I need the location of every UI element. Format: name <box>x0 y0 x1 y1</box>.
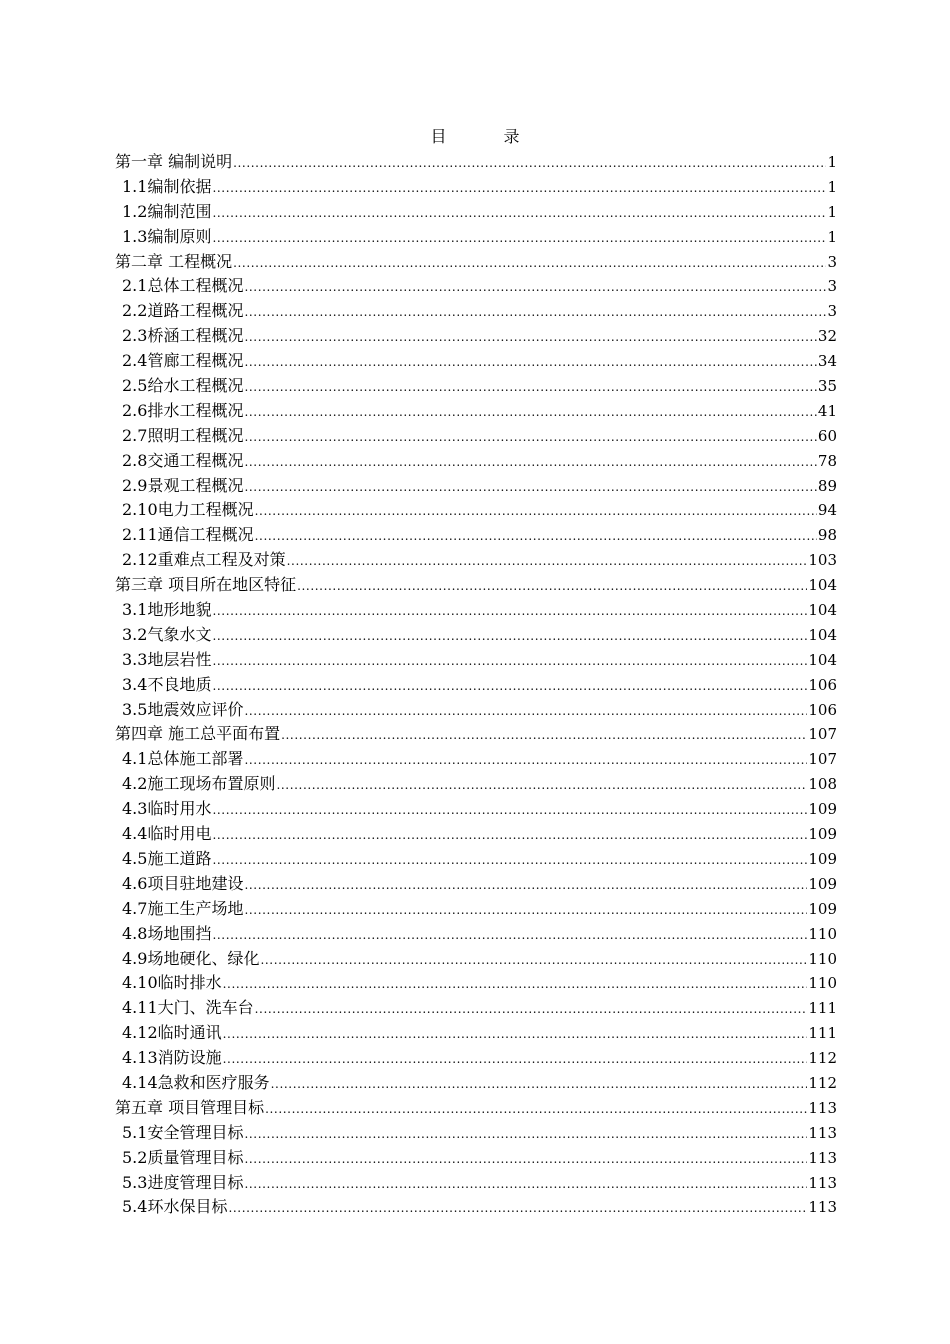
toc-section-row[interactable] <box>115 374 837 399</box>
toc-dot-leader <box>244 350 816 375</box>
toc-dot-leader <box>212 649 807 674</box>
toc-dot-leader <box>244 325 816 350</box>
toc-page-number: 112 <box>808 1049 837 1068</box>
toc-dot-leader <box>244 699 807 724</box>
toc-dot-leader <box>212 624 807 649</box>
toc-dot-leader <box>255 997 808 1022</box>
toc-section-row[interactable] <box>115 1071 837 1096</box>
toc-dot-leader <box>281 723 807 748</box>
toc-dot-leader <box>223 1047 808 1072</box>
toc-dot-leader <box>244 375 816 400</box>
toc-page-number: 78 <box>817 451 837 470</box>
toc-section-row[interactable] <box>115 623 837 648</box>
toc-entry-label: 4.3临时用水 <box>122 799 212 819</box>
toc-dot-leader <box>271 1072 808 1097</box>
toc-dot-leader <box>244 300 826 325</box>
toc-section-row[interactable] <box>115 996 837 1021</box>
toc-entry-label: 第二章 工程概况 <box>115 251 233 271</box>
toc-section-row[interactable] <box>115 1021 837 1046</box>
toc-section-row[interactable] <box>115 698 837 723</box>
toc-page-number: 110 <box>808 974 837 993</box>
toc-section-row[interactable] <box>115 1121 837 1146</box>
toc-entry-label: 2.8交通工程概况 <box>122 450 244 470</box>
toc-entry-label: 2.3桥涵工程概况 <box>122 326 244 346</box>
toc-section-row[interactable] <box>115 648 837 673</box>
toc-dot-leader <box>223 1022 808 1047</box>
toc-page-number: 113 <box>808 1148 837 1167</box>
toc-dot-leader <box>287 549 808 574</box>
toc-page-number: 109 <box>808 800 837 819</box>
toc-entry-label: 4.4临时用电 <box>122 824 212 844</box>
toc-entry-label: 第五章 项目管理目标 <box>115 1097 265 1117</box>
toc-page-number: 1 <box>827 153 837 171</box>
toc-section-row[interactable] <box>115 399 837 424</box>
toc-section-row[interactable] <box>115 474 837 499</box>
toc-dot-leader <box>244 400 816 425</box>
toc-dot-leader <box>276 773 807 798</box>
toc-dot-leader <box>212 674 807 699</box>
toc-dot-leader <box>255 499 817 524</box>
toc-page-number: 98 <box>817 526 837 545</box>
toc-title: 目 录 <box>430 127 546 146</box>
toc-section-row[interactable] <box>115 673 837 698</box>
toc-dot-leader <box>223 972 808 997</box>
toc-entry-label: 1.2编制范围 <box>122 201 212 221</box>
toc-section-row[interactable] <box>115 1195 837 1220</box>
toc-dot-leader <box>244 275 826 300</box>
toc-dot-leader <box>212 798 807 823</box>
toc-entry-label: 5.4环水保目标 <box>122 1197 228 1217</box>
toc-entry-label: 5.2质量管理目标 <box>122 1147 244 1167</box>
toc-page-number: 106 <box>808 675 837 694</box>
toc-section-row[interactable] <box>115 498 837 523</box>
toc-entry-label: 3.5地震效应评价 <box>122 699 244 719</box>
toc-page-number: 109 <box>808 874 837 893</box>
toc-dot-leader <box>212 226 826 251</box>
toc-section-row[interactable] <box>115 947 837 972</box>
toc-chapter-row[interactable] <box>115 250 837 275</box>
toc-page-number: 110 <box>808 924 837 943</box>
toc-section-row[interactable] <box>115 324 837 349</box>
toc-section-row[interactable] <box>115 847 837 872</box>
toc-dot-leader <box>244 1172 807 1197</box>
toc-dot-leader <box>212 923 807 948</box>
toc-section-row[interactable] <box>115 349 837 374</box>
toc-page-number: 1 <box>827 227 837 246</box>
toc-page-number: 113 <box>808 1123 837 1142</box>
toc-section-row[interactable] <box>115 274 837 299</box>
toc-section-row[interactable] <box>115 772 837 797</box>
toc-page-number: 3 <box>827 277 837 296</box>
toc-page-number: 34 <box>817 352 837 371</box>
toc-entry-label: 第四章 施工总平面布置 <box>115 724 281 744</box>
toc-chapter-row[interactable] <box>115 573 837 598</box>
toc-page-number: 111 <box>808 1024 837 1043</box>
toc-section-row[interactable] <box>115 897 837 922</box>
toc-dot-leader <box>228 1196 807 1221</box>
toc-section-row[interactable] <box>115 872 837 897</box>
toc-entry-label: 4.10临时排水 <box>122 973 222 993</box>
toc-dot-leader <box>244 425 816 450</box>
toc-entry-label: 4.9场地硬化、绿化 <box>122 948 260 968</box>
toc-page-number: 1 <box>827 177 837 196</box>
toc-entry-label: 第三章 项目所在地区特征 <box>115 575 297 595</box>
toc-dot-leader <box>244 748 807 773</box>
toc-entry-label: 2.6排水工程概况 <box>122 400 244 420</box>
toc-entry-label: 4.2施工现场布置原则 <box>122 774 276 794</box>
toc-entry-label: 5.1安全管理目标 <box>122 1122 244 1142</box>
toc-entry-label: 2.10电力工程概况 <box>122 500 254 520</box>
toc-entry-label: 4.6项目驻地建设 <box>122 873 244 893</box>
toc-entry-label: 3.4不良地质 <box>122 674 212 694</box>
toc-entry-label: 4.14急救和医疗服务 <box>122 1072 270 1092</box>
toc-entry-label: 1.1编制依据 <box>122 176 212 196</box>
toc-page-number: 60 <box>817 426 837 445</box>
toc-chapter-row[interactable] <box>115 1096 837 1121</box>
toc-entry-label: 2.12重难点工程及对策 <box>122 550 286 570</box>
toc-page-number: 113 <box>808 1098 837 1117</box>
toc-page-number: 113 <box>808 1198 837 1217</box>
toc-section-row[interactable] <box>115 1171 837 1196</box>
toc-section-row[interactable] <box>115 922 837 947</box>
toc-section-row[interactable] <box>115 449 837 474</box>
toc-page-number: 32 <box>817 327 837 346</box>
toc-page-number: 109 <box>808 899 837 918</box>
toc-page-number: 103 <box>808 551 837 570</box>
toc-dot-leader <box>255 524 817 549</box>
toc-entry-label: 4.5施工道路 <box>122 848 212 868</box>
toc-dot-leader <box>244 1147 807 1172</box>
toc-page-number: 106 <box>808 700 837 719</box>
toc-entry-label: 4.7施工生产场地 <box>122 898 244 918</box>
toc-dot-leader <box>212 848 807 873</box>
toc-page-number: 104 <box>808 601 837 620</box>
toc-page-number: 113 <box>808 1173 837 1192</box>
toc-page-number: 104 <box>808 625 837 644</box>
toc-entry-label: 2.2道路工程概况 <box>122 301 244 321</box>
toc-section-row[interactable] <box>115 971 837 996</box>
toc-page-number: 109 <box>808 849 837 868</box>
toc-page-number: 104 <box>808 650 837 669</box>
toc-dot-leader <box>212 176 826 201</box>
toc-entry-label: 3.2气象水文 <box>122 624 212 644</box>
toc-entry-label: 2.1总体工程概况 <box>122 276 244 296</box>
toc-page-number: 94 <box>817 501 837 520</box>
toc-page-number: 3 <box>827 302 837 321</box>
toc-dot-leader <box>212 201 826 226</box>
toc-entry-label: 2.4管廊工程概况 <box>122 351 244 371</box>
toc-page-number: 1 <box>827 202 837 221</box>
toc-page-number: 107 <box>808 750 837 769</box>
toc-section-row[interactable] <box>115 747 837 772</box>
toc-dot-leader <box>265 1097 807 1122</box>
toc-section-row[interactable] <box>115 523 837 548</box>
toc-entry-label: 2.11通信工程概况 <box>122 525 254 545</box>
toc-dot-leader <box>233 251 826 276</box>
toc-page-number: 89 <box>817 476 837 495</box>
toc-section-row[interactable] <box>115 1046 837 1071</box>
toc-dot-leader <box>244 898 807 923</box>
toc-page-number: 112 <box>808 1073 837 1092</box>
toc-entry-label: 3.1地形地貌 <box>122 600 212 620</box>
toc-entry-label: 3.3地层岩性 <box>122 649 212 669</box>
toc-section-row[interactable] <box>115 548 837 573</box>
toc-entry-label: 2.9景观工程概况 <box>122 475 244 495</box>
toc-section-row[interactable] <box>115 225 837 250</box>
toc-section-row[interactable] <box>115 822 837 847</box>
toc-page-number: 35 <box>817 377 837 396</box>
toc-dot-leader <box>212 823 807 848</box>
toc-dot-leader <box>212 599 807 624</box>
toc-section-row[interactable] <box>115 299 837 324</box>
toc-entry-label: 2.7照明工程概况 <box>122 425 244 445</box>
toc-entry-label: 4.11大门、洗车台 <box>122 998 254 1018</box>
toc-dot-leader <box>244 1122 807 1147</box>
toc-section-row[interactable] <box>115 175 837 200</box>
toc-page-number: 41 <box>817 401 837 420</box>
toc-page-number: 111 <box>808 999 837 1018</box>
toc-page-number: 107 <box>808 725 837 744</box>
toc-section-row[interactable] <box>115 1146 837 1171</box>
toc-page-number: 110 <box>808 949 837 968</box>
toc-section-row[interactable] <box>115 200 837 225</box>
toc-dot-leader <box>233 151 826 176</box>
toc-page-number: 109 <box>808 825 837 844</box>
toc-section-row[interactable] <box>115 598 837 623</box>
toc-page-number: 3 <box>827 252 837 271</box>
toc-entry-label: 4.8场地围挡 <box>122 923 212 943</box>
toc-entry-label: 第一章 编制说明 <box>115 152 233 171</box>
toc-entry-label: 1.3编制原则 <box>122 226 212 246</box>
toc-entry-label: 4.1总体施工部署 <box>122 749 244 769</box>
toc-section-row[interactable] <box>115 797 837 822</box>
toc-entry-label: 4.13消防设施 <box>122 1048 222 1068</box>
toc-list <box>115 150 837 1220</box>
toc-dot-leader <box>297 574 807 599</box>
toc-entry-label: 4.12临时通讯 <box>122 1023 222 1043</box>
toc-chapter-row[interactable] <box>115 150 837 175</box>
toc-entry-label: 2.5给水工程概况 <box>122 376 244 396</box>
toc-dot-leader <box>244 450 816 475</box>
toc-section-row[interactable] <box>115 424 837 449</box>
toc-page-number: 104 <box>808 576 837 595</box>
toc-chapter-row[interactable] <box>115 722 837 747</box>
toc-entry-label: 5.3进度管理目标 <box>122 1172 244 1192</box>
toc-dot-leader <box>260 948 807 973</box>
toc-page-number: 108 <box>808 775 837 794</box>
toc-dot-leader <box>244 873 807 898</box>
toc-dot-leader <box>244 475 816 500</box>
